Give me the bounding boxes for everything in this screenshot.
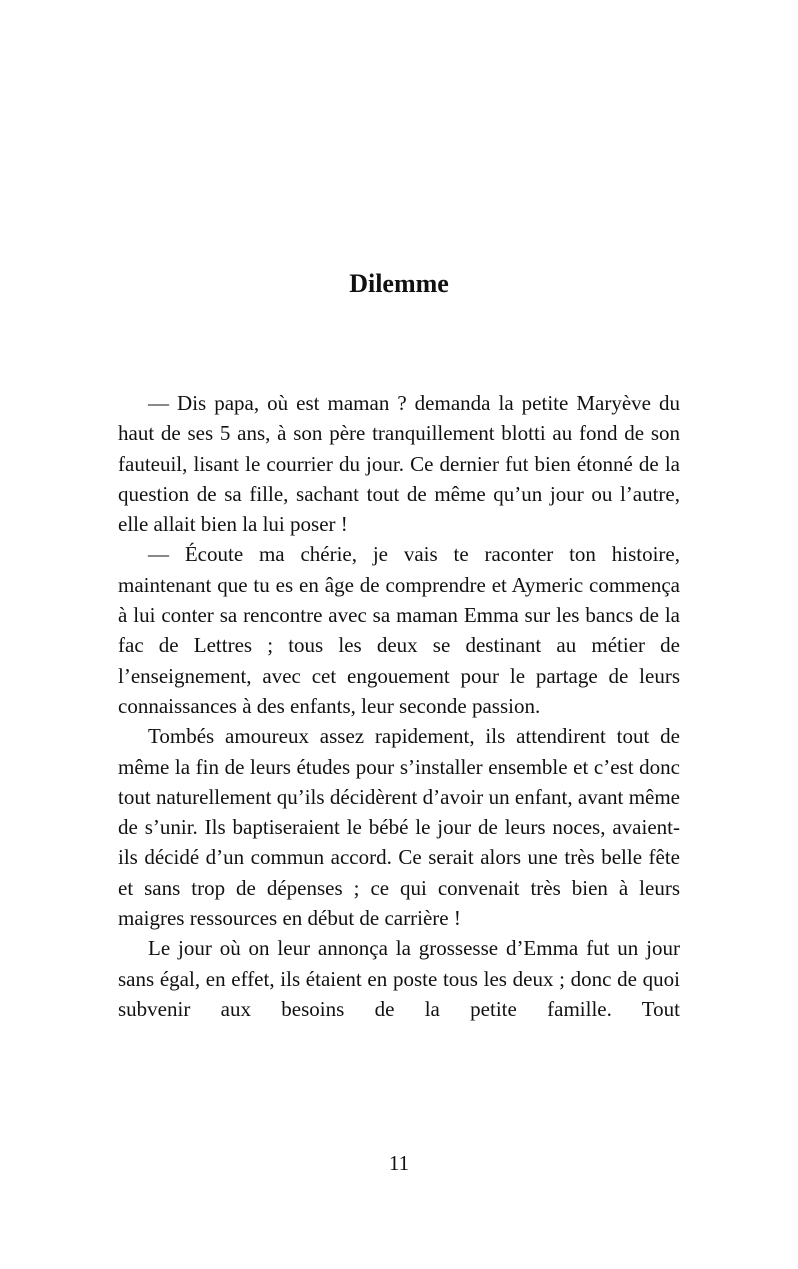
- chapter-title: Dilemme: [349, 269, 449, 298]
- paragraph: Le jour où on leur annonça la grossesse d’Emma fut un jour sans égal, en effet, ils étaient en poste tous les deux ; donc de quoi subvenir aux besoins de la petite famille. Tout: [118, 936, 680, 1021]
- page-number: 11: [388, 1151, 410, 1175]
- paragraph: Tombés amoureux assez rapidement, ils attendirent tout de même la fin de leurs études pour s’installer ensemble et c’est donc tout naturellement qu’ils décidèrent d’avoir un enfant, avant même de s’unir. Ils baptiseraient le bébé le jour de leurs noces, avaient-ils décidé d’un commun accord. Ce serait alors une très belle fête et sans trop de dépenses ; ce qui convenait très bien à leurs maigres ressources en début de carrière !: [118, 724, 680, 931]
- paragraph: — Écoute ma chérie, je vais te raconter ton histoire, maintenant que tu es en âge de comprendre et Aymeric commença à lui conter sa rencontre avec sa maman Emma sur les bancs de la fac de Lettres ; tous les deux se destinant au métier de l’enseignement, avec cet engouement pour le partage de leurs connaissances à des enfants, leur seconde passion.: [118, 542, 680, 718]
- paragraph: — Dis papa, où est maman ? demanda la petite Maryève du haut de ses 5 ans, à son père tranquillement blotti au fond de son fauteuil, lisant le courrier du jour. Ce dernier fut bien étonné de la question de sa fille, sachant tout de même qu’un jour ou l’autre, elle allait bien la lui poser !: [118, 391, 680, 537]
- body-text: [118, 388, 680, 1024]
